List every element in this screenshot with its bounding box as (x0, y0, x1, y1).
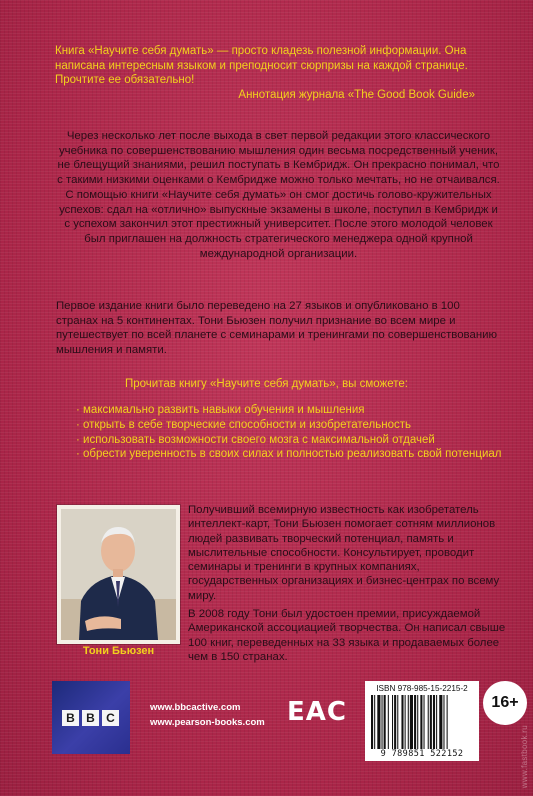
publisher-urls (150, 700, 265, 730)
list-item: · открыть в себе творческие способности и изобретательность (76, 418, 412, 431)
barcode-panel (365, 681, 479, 761)
bbc-letter: B (62, 710, 79, 726)
watermark: www.fastbook.ru (520, 724, 529, 788)
benefits-list (76, 403, 516, 462)
author-bio: Получивший всемирную известность как изобретатель интеллект-карт, Тони Бьюзен помогает сотням миллионов людей развивать творческий потенциал, память и мыслительные способности. Консультирует, проводит семинары и тренинги в крупных компаниях, государственных организациях и бизнес-центрах по всему миру. (188, 504, 500, 602)
list-item: · использовать возможности своего мозга с максимальной отдачей (76, 433, 435, 446)
author-photo (57, 505, 180, 644)
barcode-icon (371, 695, 473, 749)
list-item: · обрести уверенность в своих силах и полностью реализовать свой потенциал (76, 448, 502, 461)
author-caption: Тони Бьюзен (82, 645, 155, 657)
bbc-logo (52, 681, 130, 754)
benefits-heading: Прочитав книгу «Научите себя думать», вы сможете: (125, 378, 408, 390)
url-bbcactive[interactable]: www.bbcactive.com (150, 702, 241, 713)
list-item: · максимально развить навыки обучения и мышления (76, 404, 365, 416)
eac-certification-mark: EAC (287, 697, 347, 727)
barcode-digits: 9 789851 522152 (380, 749, 464, 759)
url-pearson[interactable]: www.pearson-books.com (150, 717, 265, 728)
isbn-label: ISBN 978-985-15-2215-2 (376, 684, 468, 693)
edition-paragraph: Первое издание книги было переведено на 27 языков и опубликовано в 100 странах на 5 континентах. Тони Бьюзен получил признание во всем мире и путешествует по всей планете с семинарами и тренингами по совершенствованию мышления и памяти. (56, 300, 498, 357)
review-quote (55, 44, 505, 102)
bbc-letter: C (102, 710, 119, 726)
story-paragraph: Через несколько лет после выхода в свет первой редакции этого классического учебника по совершенствованию мышления один весьма посредственный ученик, не блещущий знаниями, решил поступать в Кембридж. Он прекрасно понимал, что с такими низкими оценками о Кембридже можно только мечтать, но не отчаивался. С помощью книги «Научите себя думать» он смог достичь голово-кружительных успехов: сдал на «отлично» выпускные экзамены в школе, поступил в Кембридж и с успехом закончил этот престижный университет. После этого молодой человек был приглашен на должность стратегического менеджера одной крупной международной организации. (57, 130, 500, 260)
review-text: Книга «Научите себя думать» — просто кладезь полезной информации. Она написана интересным языком и преподносит сюрпризы на каждой странице. Прочтите ее обязательно! (55, 45, 468, 87)
age-rating-badge: 16+ (483, 681, 527, 725)
author-award: В 2008 году Тони был удостоен премии, присуждаемой Американской ассоциацией творчества. Он написал свыше 100 книг, переведенных на 33 языка и продаваемых более чем в 150 странах. (188, 608, 506, 663)
bbc-letter: B (82, 710, 99, 726)
review-attribution: Аннотация журнала «The Good Book Guide» (238, 88, 475, 101)
